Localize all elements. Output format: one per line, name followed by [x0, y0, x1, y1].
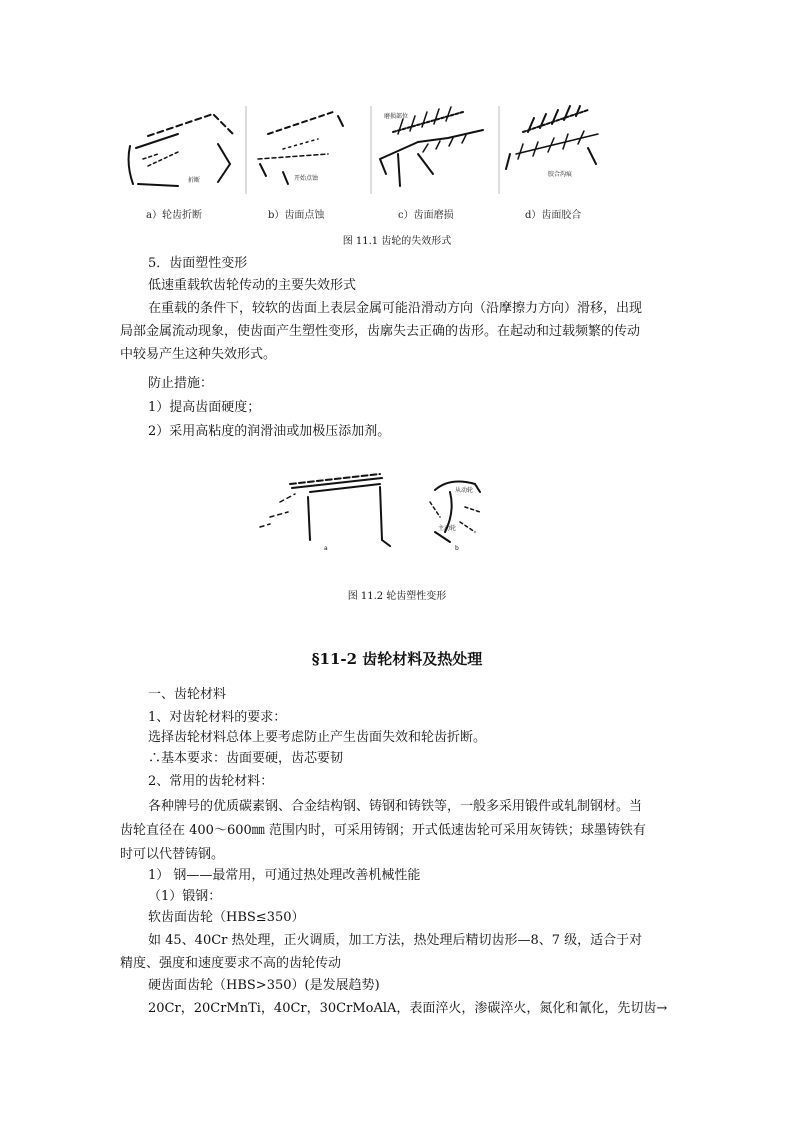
body-line-4: ∴基本要求：齿面要硬，齿芯要韧: [148, 751, 344, 766]
panel-c-caption: c）齿面磨损: [398, 210, 454, 221]
para-2-line-1: 如 45、40Cr 热处理，正火调质，加工方法，热处理后精切齿形—8、7 级，适合于对: [148, 933, 643, 948]
body-line-5: 2、常用的齿轮材料：: [148, 774, 274, 789]
figure-11-2-left-drawing: [260, 474, 390, 552]
panel-d-caption: d）齿面胶合: [525, 210, 582, 221]
section-5-para-line-1: 在重载的条件下，较软的齿面上表层金属可能沿滑动方向（沿摩擦力方向）滑移，出现: [148, 301, 643, 316]
panel-a-drawing: [129, 114, 233, 186]
body-line-7: （1）锻钢：: [148, 889, 222, 904]
measure-2: 2）采用高粘度的润滑油或加极压添加剂。: [148, 424, 391, 439]
panel-d-drawing: [506, 106, 598, 178]
figure-11-1-caption: 图 11.1 齿轮的失效形式: [342, 236, 452, 247]
figure-11-1-drawings: [118, 104, 608, 196]
panel-c-label: 磨损部位: [384, 113, 409, 120]
body-line-10: 20Cr，20CrMnTi，40Cr，30CrMoAlA，表面淬火，渗碳淬火，氮化和氰化，先切齿→: [148, 1001, 668, 1016]
figure-11-1: [118, 104, 608, 196]
section-11-2-heading: §11-2 齿轮材料及热处理: [311, 650, 483, 668]
panel-a-label: 折断: [188, 177, 201, 184]
section-5-para-line-3: 中较易产生这种失效形式。: [120, 347, 277, 362]
panel-a-caption: a）轮齿折断: [146, 210, 202, 221]
figure-11-2-left-label: a: [324, 545, 328, 552]
figure-11-2-right-bottom: 主动轮: [438, 525, 457, 532]
body-line-3: 选择齿轮材料总体上要考虑防止产生齿面失效和轮齿折断。: [148, 730, 487, 745]
section-5-para-line-2: 局部金属流动现象，使齿面产生塑性变形，齿廓失去正确的齿形。在起动和过载频繁的传动: [120, 324, 641, 339]
para-1-line-2: 齿轮直径在 400～600㎜ 范围内时，可采用铸钢；开式低速齿轮可采用灰铸铁；球墨铸铁有: [120, 823, 646, 838]
body-line-8: 软齿面齿轮（HBS≤350）: [148, 910, 305, 925]
figure-11-2-right-label: b: [455, 545, 459, 552]
figure-11-2: [250, 462, 520, 557]
body-line-1: 一、齿轮材料: [148, 687, 227, 702]
panel-c-drawing: [380, 107, 483, 186]
panel-b-drawing: [258, 112, 343, 184]
body-line-2: 1、对齿轮材料的要求：: [148, 710, 287, 725]
body-line-9: 硬齿面齿轮（HBS>350）(是发展趋势): [148, 978, 380, 993]
para-1-line-1: 各种牌号的优质碳素钢、合金结构钢、铸钢和铸铁等，一般多采用锻件或轧制钢材。当: [148, 799, 643, 814]
figure-11-2-caption: 图 11.2 轮齿塑性变形: [347, 591, 447, 602]
measure-1: 1）提高齿面硬度；: [148, 400, 261, 415]
para-1-line-3: 时可以代替铸钢。: [120, 847, 225, 862]
section-5-subtitle: 低速重载软齿轮传动的主要失效形式: [148, 278, 357, 293]
panel-b-label: 开始点蚀: [294, 175, 319, 182]
figure-11-2-drawings: [250, 462, 520, 557]
body-line-6: 1） 钢——最常用，可通过热处理改善机械性能: [148, 868, 421, 883]
para-2-line-2: 精度、强度和速度要求不高的齿轮传动: [120, 956, 342, 971]
figure-11-2-right-drawing: [430, 482, 480, 552]
figure-11-2-right-top: 从动轮: [455, 487, 474, 494]
panel-d-label: 胶合沟痕: [548, 171, 573, 178]
panel-b-caption: b）齿面点蚀: [268, 210, 325, 221]
prevent-title: 防止措施：: [148, 376, 214, 391]
section-5-title: 5．齿面塑性变形: [148, 256, 248, 271]
